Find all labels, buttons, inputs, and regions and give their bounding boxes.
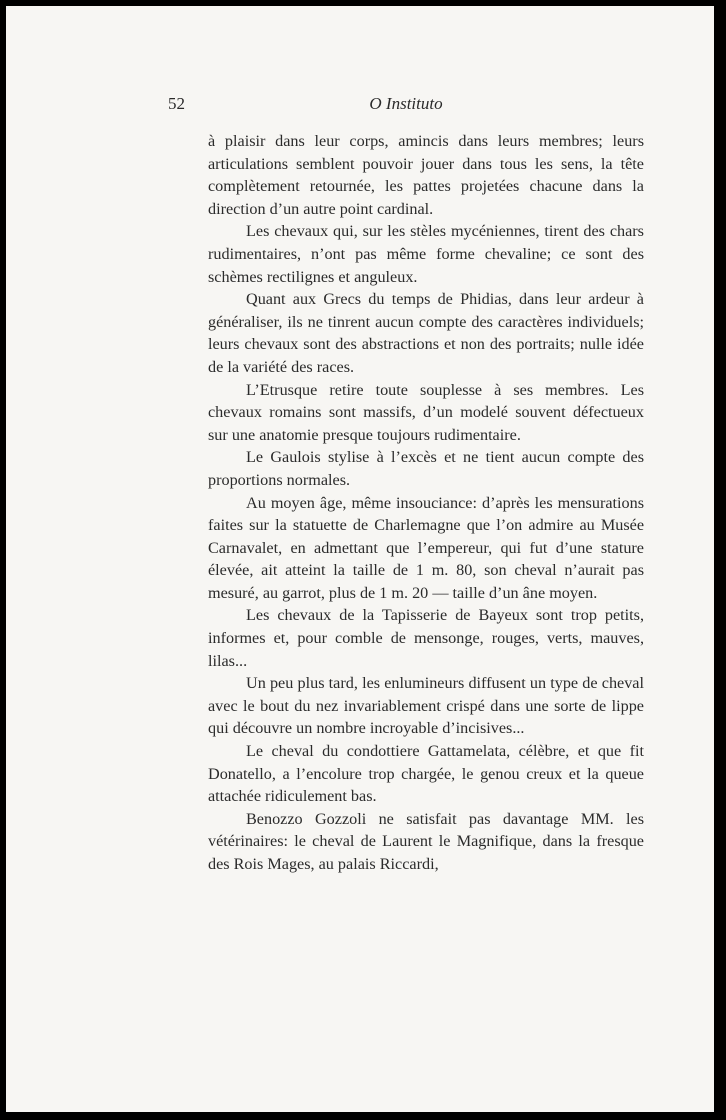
paragraph: Les chevaux qui, sur les stèles mycéniennes, tirent des chars rudimentaires, n’ont pas même forme chevaline; ce sont des schèmes rectilignes et anguleux.: [208, 222, 644, 286]
paragraph: Les chevaux de la Tapisserie de Bayeux sont trop petits, informes et, pour comble de mensonge, rouges, verts, mauves, lilas...: [208, 606, 644, 670]
paragraph: Un peu plus tard, les enlumineurs diffusent un type de cheval avec le bout du nez invariablement crispé dans une sorte de lippe qui découvre un nombre incroyable d’incisives...: [208, 674, 644, 738]
scan-border: [714, 0, 726, 1120]
paragraph: Quant aux Grecs du temps de Phidias, dans leur ardeur à généraliser, ils ne tinrent aucun compte des caractères individuels; leurs chevaux sont des abstractions et non des portraits; nulle idée de la variété des races.: [208, 290, 644, 376]
paragraph: Le cheval du condottiere Gattamelata, célèbre, et que fit Donatello, a l’encolure trop chargée, le genou creux et la queue attachée ridiculement bas.: [208, 742, 644, 806]
paragraph: Au moyen âge, même insouciance: d’après les mensurations faites sur la statuette de Charlemagne que l’on admire au Musée Carnavalet, en admettant que l’empereur, qui fut d’une stature élevée, ait atteint la taille de 1 m. 80, son cheval n’aurait pas mesuré, au garrot, plus de 1 m. 20 — taille d’un âne moyen.: [208, 493, 644, 602]
running-title: O Instituto: [369, 94, 443, 113]
paragraph: Le Gaulois stylise à l’excès et ne tient aucun compte des proportions normales.: [208, 448, 644, 489]
page-header: [168, 94, 644, 118]
paragraph: Benozzo Gozzoli ne satisfait pas davantage MM. les vétérinaires: le cheval de Laurent le Magnifique, dans la fresque des Rois Mages, au palais Riccardi,: [208, 809, 644, 873]
paragraph: L’Etrusque retire toute souplesse à ses membres. Les chevaux romains sont massifs, d’un modelé souvent défectueux sur une anatomie presque toujours rudimentaire.: [208, 380, 644, 444]
paragraph: à plaisir dans leur corps, amincis dans leurs membres; leurs articulations semblent pouvoir jouer dans tous les sens, la tête complètement retournée, les pattes projetées chacune dans la direction d’un autre point cardinal.: [208, 132, 644, 218]
page-number: 52: [168, 94, 185, 113]
body-text: [208, 130, 644, 876]
document-page: [6, 6, 714, 1112]
